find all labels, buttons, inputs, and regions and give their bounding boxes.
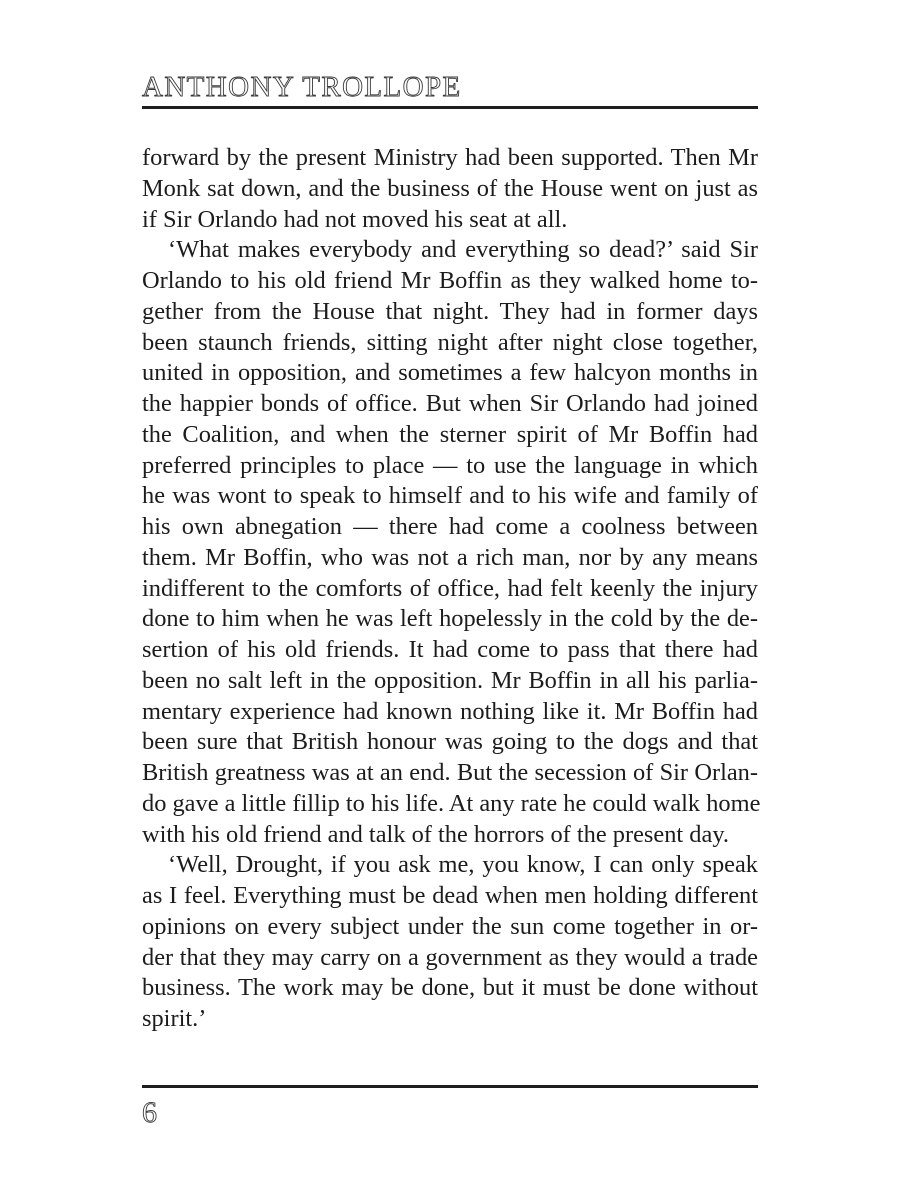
text-line: the Coalition, and when the sterner spirit of Mr Boffin had [142, 420, 758, 448]
text-line: Monk sat down, and the business of the House went on just as [142, 174, 758, 202]
text-line: opinions on every subject under the sun come together in or- [142, 912, 758, 940]
text-line: British greatness was at an end. But the secession of Sir Orlan- [142, 759, 758, 786]
text-line: them. Mr Boffin, who was not a rich man, nor by any means [142, 543, 758, 571]
text-line: do gave a little fillip to his life. At any rate he could walk home [142, 789, 761, 817]
paragraph [142, 850, 758, 1035]
text-line: ‘Well, Drought, if you ask me, you know, I can only speak [168, 851, 758, 879]
text-line: as I feel. Everything must be dead when men holding different [142, 882, 758, 909]
page-number: 6 [142, 1096, 157, 1129]
paragraph [142, 235, 761, 850]
text-line: spirit.’ [142, 1005, 207, 1032]
text-line: gether from the House that night. They had in former days [142, 297, 758, 325]
body-text [142, 143, 761, 1035]
text-line: ‘What makes everybody and everything so dead?’ said Sir [168, 236, 758, 264]
paragraph [142, 143, 758, 235]
running-head: ANTHONY TROLLOPE [142, 71, 462, 103]
text-line: the happier bonds of office. But when Sir Orlando had joined [142, 390, 758, 417]
text-line: Orlando to his old friend Mr Boffin as they walked home to- [142, 267, 758, 294]
text-line: his own abnegation — there had come a coolness between [142, 513, 758, 540]
text-line: der that they may carry on a government as they would a trade [142, 943, 758, 971]
text-line: been sure that British honour was going to the dogs and that [142, 728, 758, 756]
text-line: if Sir Orlando had not moved his seat at all. [142, 205, 568, 233]
text-line: indifferent to the comforts of office, had felt keenly the injury [142, 574, 758, 602]
text-line: preferred principles to place — to use the language in which [142, 451, 758, 479]
text-line: business. The work may be done, but it must be done without [142, 974, 758, 1002]
text-line: sertion of his old friends. It had come to pass that there had [142, 636, 758, 663]
text-line: forward by the present Ministry had been supported. Then Mr [142, 144, 758, 171]
text-line: with his old friend and talk of the horrors of the present day. [142, 820, 730, 848]
text-line: been no salt left in the opposition. Mr Boffin in all his parlia- [142, 666, 758, 694]
footer-rule [142, 1085, 758, 1088]
text-line: united in opposition, and sometimes a few halcyon months in [142, 359, 758, 387]
text-line: been staunch friends, sitting night after night close together, [142, 328, 758, 356]
text-line: he was wont to speak to himself and to his wife and family of [142, 482, 758, 510]
text-line: done to him when he was left hopelessly in the cold by the de- [142, 605, 758, 633]
header-rule [142, 106, 758, 109]
text-line: mentary experience had known nothing like it. Mr Boffin had [142, 697, 758, 725]
